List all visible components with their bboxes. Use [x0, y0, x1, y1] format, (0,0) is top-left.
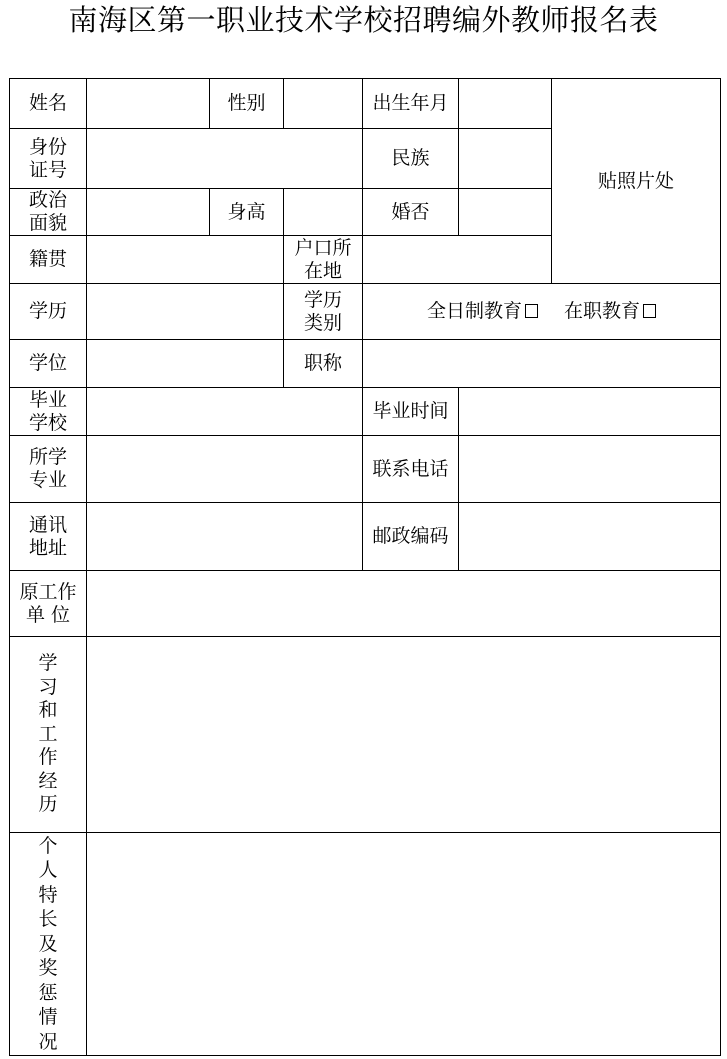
specialties-label: 个人特长及奖惩情况: [10, 833, 87, 1056]
education-label: 学历: [10, 284, 87, 340]
parttime-option[interactable]: 在职教育: [564, 300, 656, 323]
form-title: 南海区第一职业技术学校招聘编外教师报名表: [68, 3, 659, 37]
specialties-field[interactable]: [87, 833, 721, 1056]
grad-time-field[interactable]: [459, 388, 721, 436]
degree-field[interactable]: [87, 340, 284, 388]
postcode-label: 邮政编码: [363, 503, 459, 571]
name-field[interactable]: [87, 79, 210, 129]
birth-label: 出生年月: [363, 79, 459, 129]
phone-field[interactable]: [459, 436, 721, 503]
edu-type-options: [363, 284, 721, 340]
gender-field[interactable]: [284, 79, 363, 129]
major-label: 所学 专业: [10, 436, 87, 503]
marital-label: 婚否: [363, 189, 459, 236]
name-label: 姓名: [10, 79, 87, 129]
experience-field[interactable]: [87, 637, 721, 833]
fulltime-option[interactable]: 全日制教育: [427, 300, 538, 323]
school-field[interactable]: [87, 388, 363, 436]
gender-label: 性别: [210, 79, 284, 129]
fulltime-checkbox[interactable]: [525, 304, 538, 318]
birth-field[interactable]: [459, 79, 552, 129]
parttime-checkbox[interactable]: [643, 304, 656, 318]
education-field[interactable]: [87, 284, 284, 340]
degree-label: 学位: [10, 340, 87, 388]
hukou-label: 户口所 在地: [284, 236, 363, 284]
title-rank-field[interactable]: [363, 340, 721, 388]
experience-label: 学习和工作经历: [10, 637, 87, 833]
grad-time-label: 毕业时间: [363, 388, 459, 436]
ethnicity-field[interactable]: [459, 129, 552, 189]
height-label: 身高: [210, 189, 284, 236]
photo-box[interactable]: 贴照片处: [552, 79, 721, 284]
major-field[interactable]: [87, 436, 363, 503]
height-field[interactable]: [284, 189, 363, 236]
prev-employer-label: 原工作 单 位: [10, 571, 87, 637]
address-label: 通讯 地址: [10, 503, 87, 571]
hukou-field[interactable]: [363, 236, 552, 284]
registration-form-table: [9, 78, 721, 1056]
marital-field[interactable]: [459, 189, 552, 236]
id-number-field[interactable]: [87, 129, 363, 189]
school-label: 毕业 学校: [10, 388, 87, 436]
political-label: 政治 面貌: [10, 189, 87, 236]
address-field[interactable]: [87, 503, 363, 571]
id-number-label: 身份 证号: [10, 129, 87, 189]
title-rank-label: 职称: [284, 340, 363, 388]
political-field[interactable]: [87, 189, 210, 236]
ethnicity-label: 民族: [363, 129, 459, 189]
native-place-label: 籍贯: [10, 236, 87, 284]
edu-type-label: 学历 类别: [284, 284, 363, 340]
postcode-field[interactable]: [459, 503, 721, 571]
phone-label: 联系电话: [363, 436, 459, 503]
prev-employer-field[interactable]: [87, 571, 721, 637]
native-place-field[interactable]: [87, 236, 284, 284]
